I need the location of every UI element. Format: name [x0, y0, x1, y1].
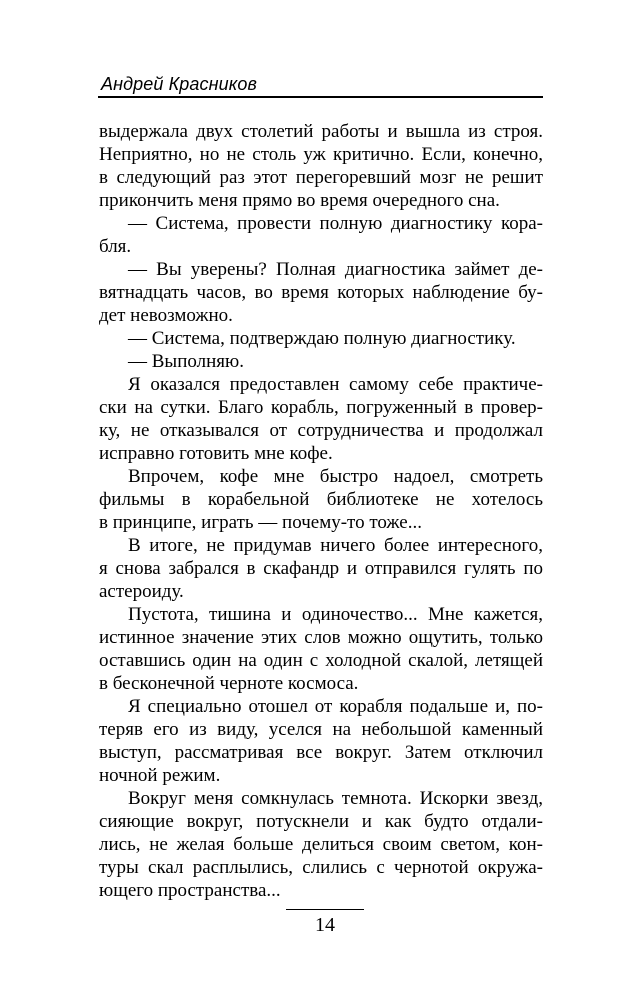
footer-rule	[286, 909, 364, 910]
paragraph	[99, 212, 543, 258]
paragraph	[99, 350, 543, 373]
text-line: выступ, рассматривая все вокруг. Затем отключил	[99, 742, 543, 763]
paragraph	[99, 258, 543, 327]
text-line: — Вы уверены? Полная диагностика займет де-	[128, 259, 543, 280]
text-line: Я специально отошел от корабля подальше и, по-	[128, 696, 543, 717]
text-line: в следующий раз этот перегоревший мозг не решит	[99, 167, 543, 188]
text-line: — Система, провести полную диагностику кора-	[128, 213, 543, 234]
text-line: Вокруг меня сомкнулась темнота. Искорки звезд,	[128, 788, 543, 809]
text-line: дет невозможно.	[99, 305, 233, 326]
text-line: ющего пространства...	[99, 880, 281, 901]
paragraph	[99, 695, 543, 787]
text-line: исправно готовить мне кофе.	[99, 443, 333, 464]
text-line: лись, не желая больше делиться своим светом, кон-	[99, 834, 543, 855]
text-line: фильмы в корабельной библиотеке не хотелось	[99, 489, 543, 510]
text-line: астероиду.	[99, 581, 184, 602]
text-line: прикончить меня прямо во время очередного сна.	[99, 190, 500, 211]
text-line: выдержала двух столетий работы и вышла из строя.	[99, 121, 543, 142]
paragraph	[99, 373, 543, 465]
paragraph	[99, 787, 543, 902]
paragraph	[99, 603, 543, 695]
text-line: туры скал расплылись, слились с чернотой окружа-	[99, 857, 543, 878]
text-line: истинное значение этих слов можно ощутить, только	[99, 627, 543, 648]
text-line: оставшись один на один с холодной скалой, летящей	[99, 650, 543, 671]
text-line: в бесконечной черноте космоса.	[99, 673, 359, 694]
text-line: Неприятно, но не столь уж критично. Если, конечно,	[99, 144, 543, 165]
paragraph	[99, 327, 543, 350]
text-line: — Система, подтверждаю полную диагностику.	[128, 328, 516, 349]
text-line: я снова забрался в скафандр и отправился гулять по	[99, 558, 543, 579]
text-line: вятнадцать часов, во время которых наблюдение бу-	[99, 282, 543, 303]
body-text	[99, 120, 543, 902]
text-line: ночной режим.	[99, 765, 221, 786]
text-line: Пустота, тишина и одиночество... Мне кажется,	[128, 604, 543, 625]
paragraph	[99, 120, 543, 212]
text-line: ски на сутки. Благо корабль, погруженный в провер-	[99, 397, 543, 418]
text-line: В итоге, не придумав ничего более интересного,	[128, 535, 543, 556]
text-line: — Выполняю.	[128, 351, 244, 372]
paragraph	[99, 534, 543, 603]
text-line: сияющие вокруг, потускнели и как будто отдали-	[99, 811, 543, 832]
text-line: в принципе, играть — почему-то тоже...	[99, 512, 422, 533]
header-rule	[98, 96, 543, 98]
page-number: 14	[315, 914, 335, 936]
running-header-author: Андрей Красников	[101, 74, 257, 94]
text-line: бля.	[99, 236, 132, 257]
paragraph	[99, 465, 543, 534]
text-line: Я оказался предоставлен самому себе практиче-	[128, 374, 543, 395]
text-line: ку, не отказывался от сотрудничества и продолжал	[99, 420, 543, 441]
text-line: Впрочем, кофе мне быстро надоел, смотреть	[128, 466, 543, 487]
text-line: теряв его из виду, уселся на небольшой каменный	[99, 719, 543, 740]
